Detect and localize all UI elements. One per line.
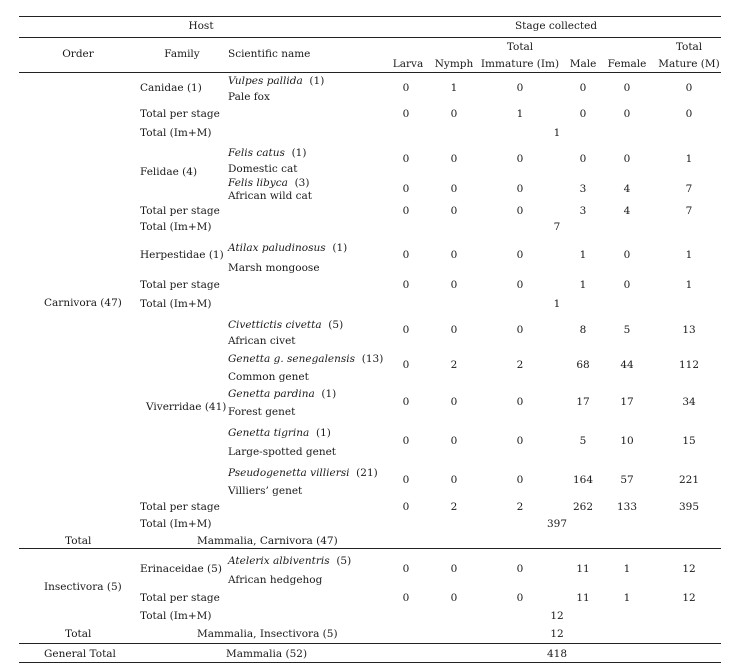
- scientific-name-header: Scientific name: [228, 48, 311, 60]
- total-im-m-label: Total (Im+M): [140, 518, 212, 530]
- species-sci-name: Genetta tigrina (1): [228, 427, 331, 439]
- total-per-stage-label: Total per stage: [140, 279, 220, 291]
- male-value: 3: [579, 205, 587, 217]
- im-m-value: 12: [550, 610, 564, 622]
- female-value: 1: [623, 563, 631, 575]
- male-value: 5: [579, 435, 587, 447]
- nymph-value: 0: [450, 279, 458, 291]
- nymph-value: 0: [450, 474, 458, 486]
- table-top-rule: [19, 16, 721, 17]
- nymph-value: 0: [450, 183, 458, 195]
- im-m-value: 1: [553, 298, 561, 310]
- female-value: 0: [623, 279, 631, 291]
- mature-value: 34: [682, 396, 696, 408]
- female-header: Female: [607, 58, 647, 70]
- general-total-rule: [19, 643, 721, 644]
- mature-value: 12: [682, 563, 696, 575]
- immature-value: 0: [516, 249, 524, 261]
- species-sci-name: Genetta pardina (1): [228, 388, 337, 400]
- male-value: 3: [579, 183, 587, 195]
- nymph-value: 0: [450, 563, 458, 575]
- total-im-m-label: Total (Im+M): [140, 127, 212, 139]
- header-rule-1: [19, 37, 721, 38]
- larva-header: Larva: [392, 58, 424, 70]
- female-value: 5: [623, 324, 631, 336]
- male-value: 0: [579, 153, 587, 165]
- family-canidae: Canidae (1): [140, 82, 202, 94]
- nymph-value: 1: [450, 82, 458, 94]
- female-value: 4: [623, 183, 631, 195]
- female-value: 0: [623, 153, 631, 165]
- order-insectivora: Insectivora (5): [44, 581, 122, 593]
- family-erinaceidae: Erinaceidae (5): [140, 563, 222, 575]
- immature-value: 0: [516, 396, 524, 408]
- species-common-name: Common genet: [228, 371, 309, 383]
- carnivora-end-rule: [19, 548, 721, 549]
- species-sci-name: Atilax paludinosus (1): [228, 242, 348, 254]
- larva-value: 0: [402, 279, 410, 291]
- immature-value: 0: [516, 82, 524, 94]
- host-header: Host: [188, 20, 214, 32]
- female-value: 10: [620, 435, 634, 447]
- immature-value: 1: [516, 108, 524, 120]
- mature-value: 221: [678, 474, 700, 486]
- family-felidae: Felidae (4): [140, 166, 198, 178]
- total-im-m-label: Total (Im+M): [140, 221, 212, 233]
- species-common-name: Forest genet: [228, 406, 296, 418]
- immature-value: 0: [516, 183, 524, 195]
- male-value: 11: [576, 563, 590, 575]
- species-common-name: Villiers’ genet: [228, 485, 303, 497]
- male-value: 0: [579, 82, 587, 94]
- mature-value: 0: [685, 82, 693, 94]
- female-value: 0: [623, 249, 631, 261]
- total-per-stage-label: Total per stage: [140, 205, 220, 217]
- male-value: 11: [576, 592, 590, 604]
- female-value: 17: [620, 396, 634, 408]
- nymph-value: 0: [450, 396, 458, 408]
- im-m-value: 1: [553, 127, 561, 139]
- species-common-name: African civet: [228, 335, 296, 347]
- larva-value: 0: [402, 563, 410, 575]
- general-total-description: Mammalia (52): [226, 648, 308, 660]
- male-value: 8: [579, 324, 587, 336]
- nymph-value: 2: [450, 501, 458, 513]
- order-total-description: Mammalia, Insectivora (5): [197, 628, 338, 640]
- mature-value: 7: [685, 205, 693, 217]
- larva-value: 0: [402, 474, 410, 486]
- order-total-label: Total: [65, 628, 92, 640]
- immature-value: 0: [516, 563, 524, 575]
- order-total-value: 12: [550, 628, 564, 640]
- mature-value: 395: [678, 501, 700, 513]
- species-common-name: Domestic cat: [228, 163, 298, 175]
- male-value: 1: [579, 279, 587, 291]
- immature-value: 0: [516, 435, 524, 447]
- immature-value: 0: [516, 474, 524, 486]
- nymph-value: 0: [450, 205, 458, 217]
- im-m-value: 397: [546, 518, 568, 530]
- species-sci-name: Genetta g. senegalensis (13): [228, 353, 384, 365]
- larva-value: 0: [402, 183, 410, 195]
- immature-value: 0: [516, 279, 524, 291]
- male-header: Male: [569, 58, 597, 70]
- female-value: 133: [616, 501, 638, 513]
- species-common-name: African hedgehog: [228, 574, 323, 586]
- order-header: Order: [62, 48, 94, 60]
- family-herpestidae: Herpestidae (1): [140, 249, 224, 261]
- mature-value: 1: [685, 153, 693, 165]
- mature-value: 1: [685, 279, 693, 291]
- nymph-value: 2: [450, 359, 458, 371]
- species-sci-name: Felis catus (1): [228, 147, 307, 159]
- larva-value: 0: [402, 153, 410, 165]
- nymph-value: 0: [450, 153, 458, 165]
- larva-value: 0: [402, 435, 410, 447]
- mature-value: 12: [682, 592, 696, 604]
- nymph-value: 0: [450, 592, 458, 604]
- immature-value: 0: [516, 153, 524, 165]
- mature-value: 0: [685, 108, 693, 120]
- mature-value: 15: [682, 435, 696, 447]
- nymph-value: 0: [450, 108, 458, 120]
- female-value: 1: [623, 592, 631, 604]
- general-total-label: General Total: [44, 648, 116, 660]
- immature-value: 0: [516, 592, 524, 604]
- larva-value: 0: [402, 205, 410, 217]
- species-sci-name: Felis libyca (3): [228, 177, 310, 189]
- total-im-m-label: Total (Im+M): [140, 610, 212, 622]
- male-value: 262: [572, 501, 594, 513]
- female-value: 4: [623, 205, 631, 217]
- im-m-value: 7: [553, 221, 561, 233]
- female-value: 57: [620, 474, 634, 486]
- female-value: 0: [623, 108, 631, 120]
- nymph-header: Nymph: [434, 58, 474, 70]
- larva-value: 0: [402, 396, 410, 408]
- header-rule-2: [19, 72, 721, 73]
- general-total-value: 418: [546, 648, 568, 660]
- order-carnivora: Carnivora (47): [44, 297, 122, 309]
- total-immature-header-1: Total: [506, 41, 534, 53]
- male-value: 1: [579, 249, 587, 261]
- species-sci-name: Pseudogenetta villiersi (21): [228, 467, 378, 479]
- nymph-value: 0: [450, 435, 458, 447]
- male-value: 0: [579, 108, 587, 120]
- species-common-name: Large-spotted genet: [228, 446, 337, 458]
- table-bottom-rule: [19, 662, 721, 663]
- male-value: 164: [572, 474, 594, 486]
- female-value: 0: [623, 82, 631, 94]
- species-sci-name: Vulpes pallida (1): [228, 75, 325, 87]
- total-im-m-label: Total (Im+M): [140, 298, 212, 310]
- larva-value: 0: [402, 359, 410, 371]
- immature-value: 0: [516, 324, 524, 336]
- mature-value: 112: [678, 359, 700, 371]
- female-value: 44: [620, 359, 634, 371]
- stage-collected-header: Stage collected: [514, 20, 598, 32]
- mature-value: 1: [685, 249, 693, 261]
- species-common-name: African wild cat: [228, 190, 313, 202]
- immature-value: 0: [516, 205, 524, 217]
- total-per-stage-label: Total per stage: [140, 592, 220, 604]
- larva-value: 0: [402, 501, 410, 513]
- species-sci-name: Atelerix albiventris (5): [228, 555, 352, 567]
- order-total-label: Total: [65, 535, 92, 547]
- total-mature-header-1: Total: [675, 41, 703, 53]
- family-header: Family: [164, 48, 200, 60]
- mature-value: 13: [682, 324, 696, 336]
- male-value: 17: [576, 396, 590, 408]
- total-immature-header-2: Immature (Im): [480, 58, 560, 70]
- species-common-name: Marsh mongoose: [228, 262, 320, 274]
- larva-value: 0: [402, 82, 410, 94]
- nymph-value: 0: [450, 249, 458, 261]
- immature-value: 2: [516, 359, 524, 371]
- larva-value: 0: [402, 592, 410, 604]
- larva-value: 0: [402, 324, 410, 336]
- family-viverridae: Viverridae (41): [146, 401, 227, 413]
- mature-value: 7: [685, 183, 693, 195]
- total-per-stage-label: Total per stage: [140, 108, 220, 120]
- total-per-stage-label: Total per stage: [140, 501, 220, 513]
- male-value: 68: [576, 359, 590, 371]
- nymph-value: 0: [450, 324, 458, 336]
- larva-value: 0: [402, 108, 410, 120]
- total-mature-header-2: Mature (M): [658, 58, 720, 70]
- larva-value: 0: [402, 249, 410, 261]
- species-sci-name: Civettictis civetta (5): [228, 319, 344, 331]
- species-common-name: Pale fox: [228, 91, 270, 103]
- order-total-description: Mammalia, Carnivora (47): [197, 535, 338, 547]
- immature-value: 2: [516, 501, 524, 513]
